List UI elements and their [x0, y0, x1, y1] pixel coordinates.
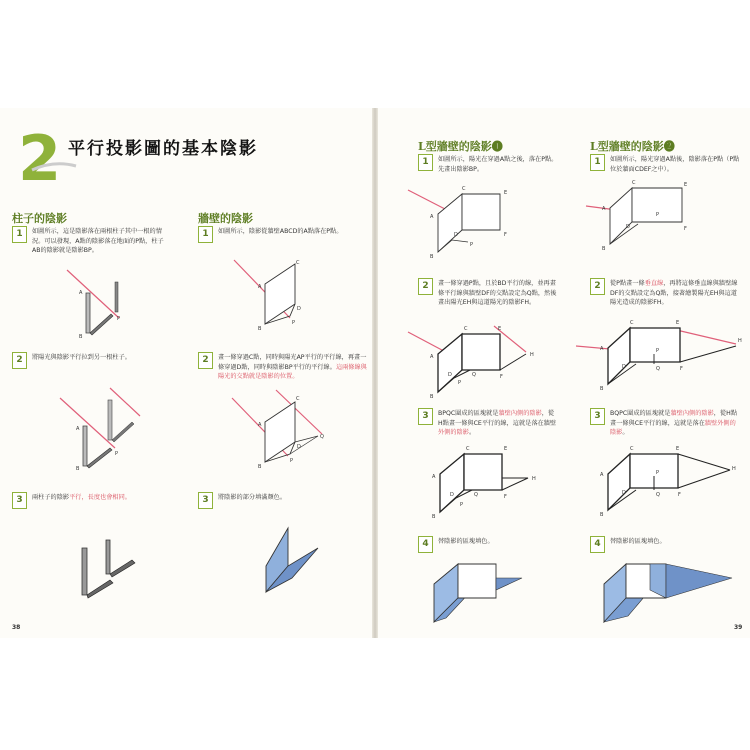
label-e: E [676, 320, 680, 326]
l-wall-1-step-2 [418, 278, 558, 308]
pillar-figure-3 [80, 540, 150, 600]
step-text: ，從H點畫一條與CE平行的線，這就是落在 [610, 410, 738, 427]
step-badge: 3 [198, 492, 213, 509]
label-p: P [656, 348, 660, 354]
label-f: F [504, 494, 507, 500]
step-badge: 1 [590, 154, 605, 171]
step-badge: 4 [418, 536, 433, 553]
step-text: 。 [622, 429, 629, 436]
step-text: 如圖所示，陽光在穿過A點之後，落在P點。先畫出陰影BP。 [438, 156, 558, 173]
label-a: A [602, 206, 606, 212]
label-f: F [504, 232, 507, 238]
step-text-highlight: 牆壁外側的陰影 [610, 419, 736, 436]
step-badge: 3 [590, 408, 605, 425]
label-a: A [430, 214, 434, 220]
step-text-highlight: 牆壁內側的陰影 [670, 410, 714, 417]
pillar-step-2 [12, 352, 162, 363]
label-p: P [115, 451, 119, 457]
pillar-figure-1 [75, 278, 145, 338]
l-wall-2-figure-4 [600, 560, 743, 631]
step-badge: 1 [198, 226, 213, 243]
label-e: E [504, 190, 508, 196]
label-b: B [258, 464, 262, 470]
step-text: 如圖所示，陰影從牆壁ABCD的A點落在P點。 [218, 228, 343, 235]
section-title-l-wall-2: L型牆壁的陰影❷ [590, 140, 675, 153]
step-text: 。 [468, 429, 476, 436]
step-badge: 3 [418, 408, 433, 425]
chapter-number: 2 [18, 122, 62, 195]
label-d: D [454, 232, 458, 238]
step-text: BQPC圍成的區塊就是 [610, 410, 671, 417]
label-a: A [258, 284, 262, 290]
book-spread [0, 108, 750, 638]
wall-step-1 [198, 226, 348, 237]
l-wall-1-figure-1 [408, 180, 538, 260]
step-text: 兩柱子的陰影 [32, 494, 70, 501]
l-wall-2-step-3 [590, 408, 740, 438]
label-p: P [656, 212, 660, 218]
label-q: Q [474, 492, 478, 498]
label-b: B [79, 334, 83, 340]
label-f: F [684, 226, 687, 232]
step-text: 畫一條穿過P點，且於BD平行的線，並再畫條平行線與牆壁DF的交點設定為Q點，然後畫出陽光EH與這道陽光的陰影FH。 [438, 280, 557, 306]
label-p: P [460, 502, 464, 508]
label-c: C [630, 320, 634, 326]
label-q: Q [320, 434, 324, 440]
wall-figure-3 [262, 526, 332, 596]
label-p: P [117, 316, 121, 322]
l-wall-1-figure-4 [430, 560, 530, 630]
page-number-right: 39 [734, 624, 743, 631]
wall-figure-2 [250, 394, 340, 484]
label-c: C [296, 396, 300, 402]
page-number-left: 38 [12, 624, 21, 631]
label-d: D [297, 306, 301, 312]
label-c: C [464, 326, 468, 332]
label-f: F [500, 374, 503, 380]
step-badge: 3 [12, 492, 27, 509]
section-title-l-wall-1: L型牆壁的陰影❶ [418, 140, 503, 153]
l-wall-2-step-2 [590, 278, 740, 308]
l-wall-2-figure-2 [576, 320, 746, 400]
label-a: A [79, 290, 83, 296]
step-badge: 2 [590, 278, 605, 295]
label-d: D [622, 364, 626, 370]
label-p: P [292, 320, 296, 326]
label-q: Q [472, 372, 476, 378]
wall-figure-1 [250, 260, 320, 340]
step-badge: 2 [198, 352, 213, 369]
section-title-wall: 牆壁的陰影 [198, 212, 253, 225]
label-d: D [297, 444, 301, 450]
l-wall-2-figure-3 [588, 448, 738, 528]
label-b: B [600, 512, 604, 518]
label-b: B [432, 514, 436, 520]
label-c: C [630, 446, 634, 452]
label-q: Q [656, 366, 660, 372]
pillar-figure-2 [60, 388, 150, 472]
chapter-swoosh-icon [30, 160, 78, 174]
l-wall-2-step-4 [590, 536, 740, 547]
pillar-step-3 [12, 492, 162, 503]
label-a: A [432, 474, 436, 480]
left-page [0, 108, 372, 638]
label-h: H [530, 352, 534, 358]
label-b: B [600, 386, 604, 392]
label-b: B [602, 246, 606, 252]
label-b: B [430, 394, 434, 400]
label-e: E [504, 446, 508, 452]
section-title-pillar: 柱子的陰影 [12, 212, 67, 225]
label-a: A [76, 426, 80, 432]
label-f: F [680, 366, 683, 372]
label-a: A [600, 346, 604, 352]
label-h: H [532, 476, 536, 482]
l-wall-1-step-3 [418, 408, 558, 438]
step-text: 將陰影的部分填滿顏色。 [218, 494, 287, 501]
step-text: ，再將這條垂直線與牆壁線DF的交點設定為Q點，接著繪製陽光EH與這道陽光造成的陰影FH。 [610, 280, 738, 306]
step-text: 如圖所示，這是陰影落在兩根柱子其中一根的情況。可以發現，A點的陰影落在地面的P點，柱子AB的陰影就是陰影BP。 [32, 228, 164, 254]
l-wall-2-figure-1 [586, 180, 716, 260]
step-text: 替陰影的區塊填色。 [438, 538, 494, 545]
label-b: B [76, 466, 80, 472]
label-q: Q [656, 492, 660, 498]
l-wall-1-step-4 [418, 536, 558, 547]
step-badge: 1 [12, 226, 27, 243]
label-b: B [258, 326, 262, 332]
step-text: 替陰影的區塊填色。 [610, 538, 666, 545]
l-wall-1-figure-3 [420, 448, 560, 528]
right-page [378, 108, 750, 638]
step-text: 如圖所示，陽光穿過A點後，陰影落在P點（P點位於牆面CDEF之中）。 [610, 156, 740, 173]
chapter-title: 平行投影圖的基本陰影 [68, 139, 258, 159]
label-a: A [430, 354, 434, 360]
label-c: C [296, 260, 300, 266]
pillar-step-1 [12, 226, 172, 256]
step-text-highlight: 這兩條線與陽光的交點就是陰影的位置。 [218, 363, 367, 380]
l-wall-1-figure-2 [408, 320, 548, 400]
label-e: E [684, 182, 688, 188]
step-badge: 1 [418, 154, 433, 171]
step-text: 畫一條穿過C點，同時與陽光AP平行的平行線，再畫一條穿過D點，同時與陰影BP平行的平行線。 [218, 354, 367, 371]
label-c: C [466, 446, 470, 452]
step-text: BPQC圍成的區塊就是 [438, 410, 499, 417]
l-wall-2-step-1 [590, 154, 740, 174]
step-text: 從P點畫一條 [610, 280, 645, 287]
label-c: C [632, 180, 636, 186]
step-text-highlight: 牆壁內側的陰影 [498, 410, 542, 417]
label-b: B [430, 254, 434, 260]
label-e: E [676, 446, 680, 452]
label-e: E [498, 326, 502, 332]
label-c: C [462, 186, 466, 192]
label-d: D [448, 372, 452, 378]
wall-step-3 [198, 492, 348, 503]
label-h: H [738, 338, 742, 344]
l-wall-1-step-1 [418, 154, 558, 174]
label-d: D [450, 492, 454, 498]
label-p: P [656, 470, 660, 476]
step-text-highlight: 平行，長度也會相同。 [69, 494, 131, 501]
step-text: ，從H點畫一條與CE平行的線，這就是落在牆壁 [438, 410, 557, 427]
label-h: H [732, 466, 736, 472]
label-d: D [622, 490, 626, 496]
wall-step-2 [198, 352, 368, 382]
step-text-highlight: 外側的陰影 [438, 429, 469, 436]
step-badge: 2 [418, 278, 433, 295]
step-badge: 2 [12, 352, 27, 369]
label-a: A [600, 472, 604, 478]
step-badge: 4 [590, 536, 605, 553]
label-p: P [458, 380, 462, 386]
label-d: D [626, 224, 630, 230]
step-text-highlight: 垂直線 [644, 280, 664, 287]
label-p: P [290, 458, 294, 464]
label-a: A [258, 422, 262, 428]
label-p: P [470, 242, 474, 248]
step-text: 將陽光與陰影平行拉到另一根柱子。 [32, 354, 131, 361]
label-f: F [678, 492, 681, 498]
